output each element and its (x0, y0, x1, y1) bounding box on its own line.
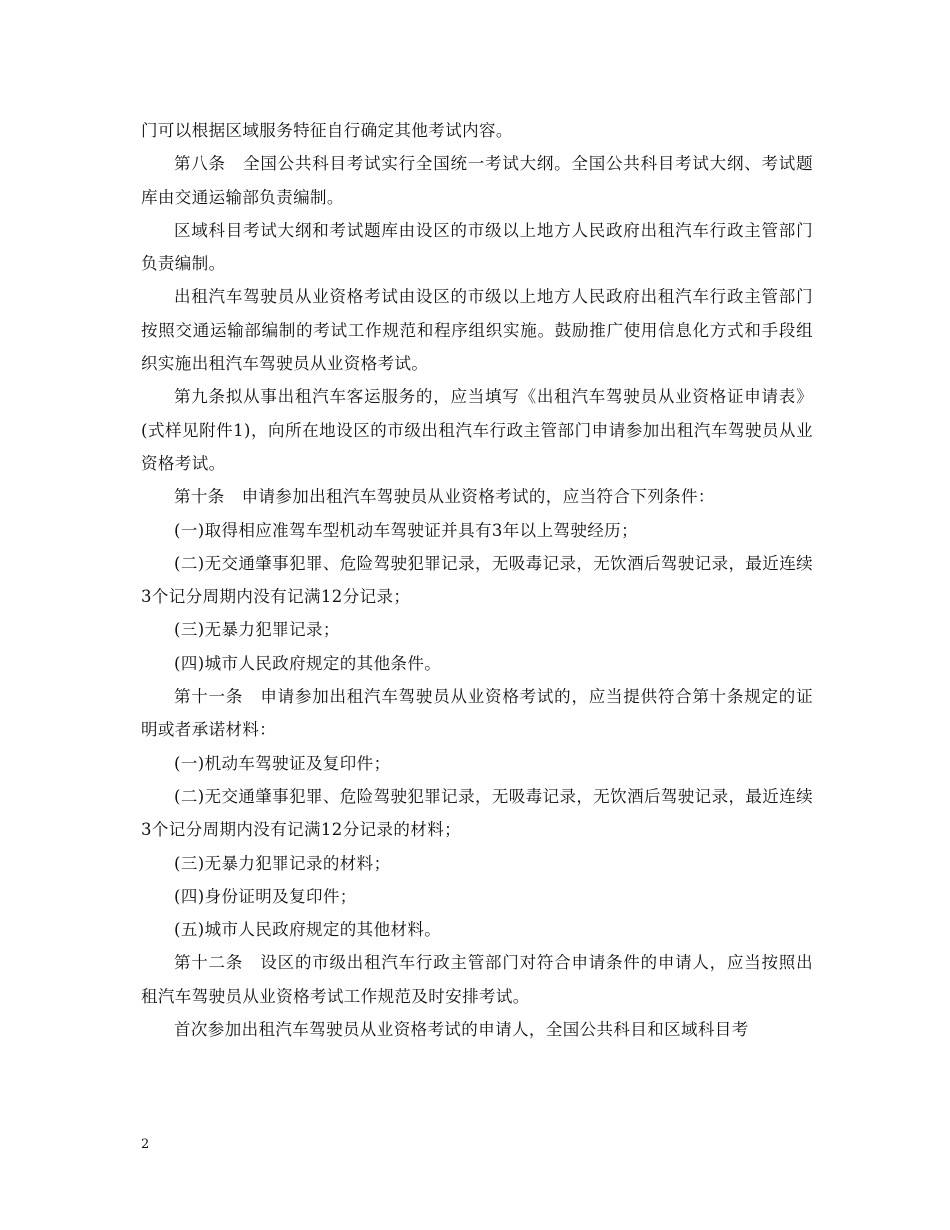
paragraph-regional-syllabus: 区域科目考试大纲和考试题库由设区的市级以上地方人民政府出租汽车行政主管部门负责编制。 (141, 220, 813, 274)
paragraph-continuation: 门可以根据区域服务特征自行确定其他考试内容。 (141, 121, 513, 140)
document-body (141, 114, 813, 1046)
paragraph-article-8: 第八条 全国公共科目考试实行全国统一考试大纲。全国公共科目考试大纲、考试题库由交通运输部负责编制。 (141, 154, 813, 207)
paragraph-article-11: 第十一条 申请参加出租汽车驾驶员从业资格考试的，应当提供符合第十条规定的证明或者承诺材料： (141, 687, 813, 740)
paragraph-article-12: 第十二条 设区的市级出租汽车行政主管部门对符合申请条件的申请人，应当按照出租汽车驾驶员从业资格考试工作规范及时安排考试。 (141, 953, 813, 1006)
list-item-material-2: (二)无交通肇事犯罪、危险驾驶犯罪记录，无吸毒记录，无饮酒后驾驶记录，最近连续3个记分周期内没有记满12分记录的材料； (141, 786, 813, 840)
list-item-material-5: (五)城市人民政府规定的其他材料。 (174, 920, 442, 940)
list-item-condition-3: (三)无暴力犯罪记录； (174, 620, 340, 640)
list-item-material-1: (一)机动车驾驶证及复印件； (174, 753, 391, 773)
paragraph-first-exam: 首次参加出租汽车驾驶员从业资格考试的申请人，全国公共科目和区域科目考 (174, 1020, 749, 1040)
list-item-condition-4: (四)城市人民政府规定的其他条件。 (174, 653, 442, 673)
list-item-material-4: (四)身份证明及复印件； (174, 886, 357, 906)
list-item-condition-1: (一)取得相应准驾车型机动车驾驶证并具有3年以上驾驶经历； (174, 520, 638, 540)
page-number: 2 (141, 1137, 150, 1152)
paragraph-article-9: 第九条拟从事出租汽车客运服务的，应当填写《出租汽车驾驶员从业资格证申请表》(式样见附件1)，向所在地设区的市级出租汽车行政主管部门申请参加出租汽车驾驶员从业资格考试。 (141, 387, 813, 473)
list-item-condition-2: (二)无交通肇事犯罪、危险驾驶犯罪记录，无吸毒记录，无饮酒后驾驶记录，最近连续3个记分周期内没有记满12分记录； (141, 553, 813, 607)
paragraph-exam-organization: 出租汽车驾驶员从业资格考试由设区的市级以上地方人民政府出租汽车行政主管部门按照交通运输部编制的考试工作规范和程序组织实施。鼓励推广使用信息化方式和手段组织实施出租汽车驾驶员从业资格考试。 (141, 287, 813, 374)
paragraph-article-10: 第十条 申请参加出租汽车驾驶员从业资格考试的，应当符合下列条件： (174, 487, 715, 507)
list-item-material-3: (三)无暴力犯罪记录的材料； (174, 853, 391, 873)
